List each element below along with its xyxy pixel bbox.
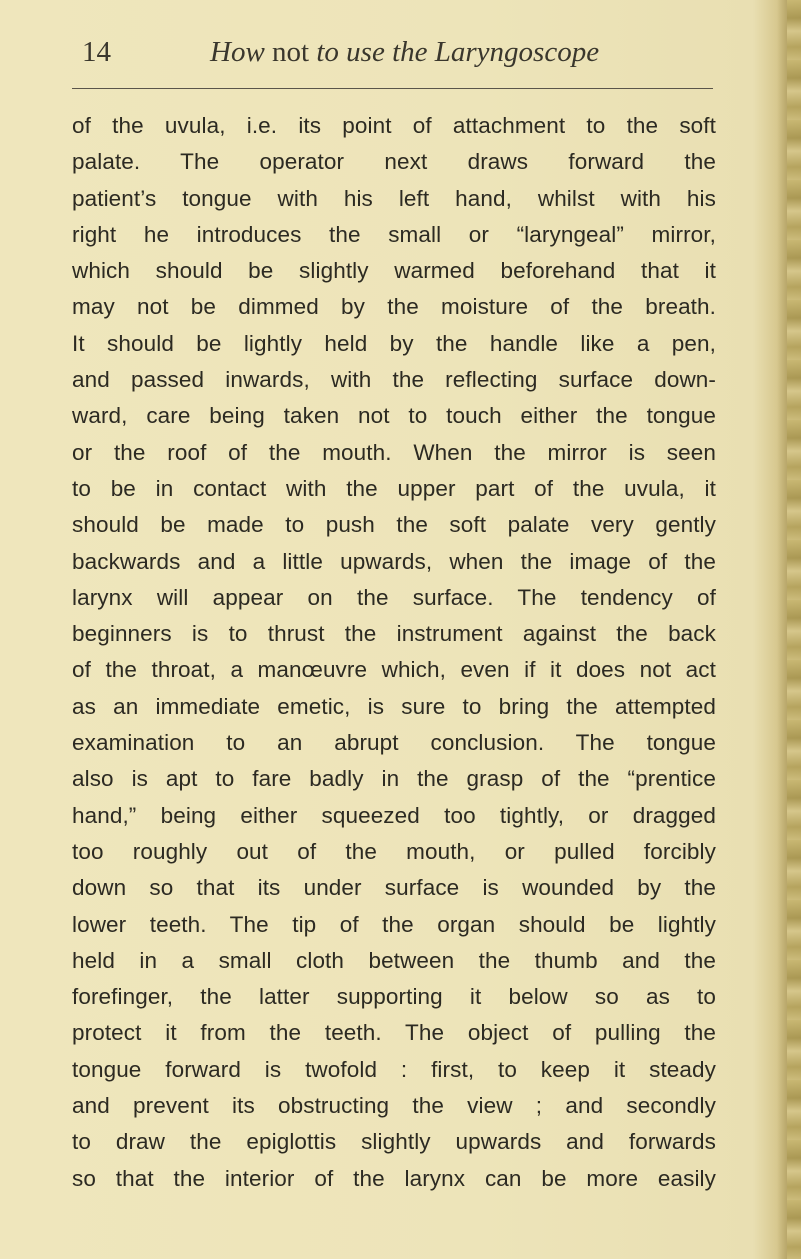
text-line: also is apt to fare badly in the grasp of the “prentice (72, 766, 716, 792)
text-line: should be made to push the soft palate very gently (72, 512, 716, 538)
text-line: lower teeth. The tip of the organ should be lightly (72, 911, 716, 937)
text-line: down so that its under surface is wounded by the (72, 875, 716, 901)
text-line: palate. The operator next draws forward the (72, 149, 716, 175)
running-title-not: not (272, 36, 310, 68)
page-edge (787, 0, 801, 1259)
text-line: ward, care being taken not to touch either the tongue (72, 403, 716, 429)
text-line: so that the interior of the larynx can be more easily (72, 1165, 716, 1191)
text-line: It should be lightly held by the handle like a pen, (72, 330, 716, 356)
running-title-how: How (210, 36, 265, 68)
running-title-laryngoscope: Laryngoscope (434, 36, 600, 68)
text-line: of the uvula, i.e. its point of attachment to the soft (72, 113, 716, 138)
running-header (82, 36, 712, 76)
text-line: hand,” being either squeezed too tightly, or dragged (72, 802, 716, 828)
text-line: too roughly out of the mouth, or pulled forcibly (72, 838, 716, 864)
body-text (72, 108, 716, 1197)
text-line: held in a small cloth between the thumb and the (72, 947, 716, 973)
page-edge-shadow (777, 0, 787, 1259)
running-title (210, 36, 599, 69)
text-line: to draw the epiglottis slightly upwards and forwards (72, 1129, 716, 1155)
text-line: of the throat, a manœuvre which, even if it does not act (72, 657, 716, 683)
text-line: as an immediate emetic, is sure to bring the attempted (72, 693, 716, 719)
text-line: larynx will appear on the surface. The tendency of (72, 584, 716, 610)
text-line: or the roof of the mouth. When the mirror is seen (72, 439, 716, 465)
text-line: examination to an abrupt conclusion. The tongue (72, 730, 716, 756)
text-line: tongue forward is twofold : first, to keep it steady (72, 1056, 716, 1082)
text-line: and prevent its obstructing the view ; and secondly (72, 1093, 716, 1119)
header-rule (72, 88, 713, 89)
text-line: backwards and a little upwards, when the image of the (72, 548, 716, 574)
text-line: patient’s tongue with his left hand, whilst with his (72, 185, 716, 211)
text-line: right he introduces the small or “laryngeal” mirror, (72, 221, 716, 247)
text-line: and passed inwards, with the reflecting surface down- (72, 367, 716, 393)
running-title-to-use-the: to use the (316, 36, 428, 68)
text-line: may not be dimmed by the moisture of the breath. (72, 294, 716, 320)
text-line: which should be slightly warmed beforehand that it (72, 258, 716, 284)
text-line: beginners is to thrust the instrument against the back (72, 621, 716, 647)
text-line: forefinger, the latter supporting it below so as to (72, 984, 716, 1010)
text-line: protect it from the teeth. The object of pulling the (72, 1020, 716, 1046)
page-number: 14 (82, 36, 111, 68)
text-line: to be in contact with the upper part of the uvula, it (72, 475, 716, 501)
